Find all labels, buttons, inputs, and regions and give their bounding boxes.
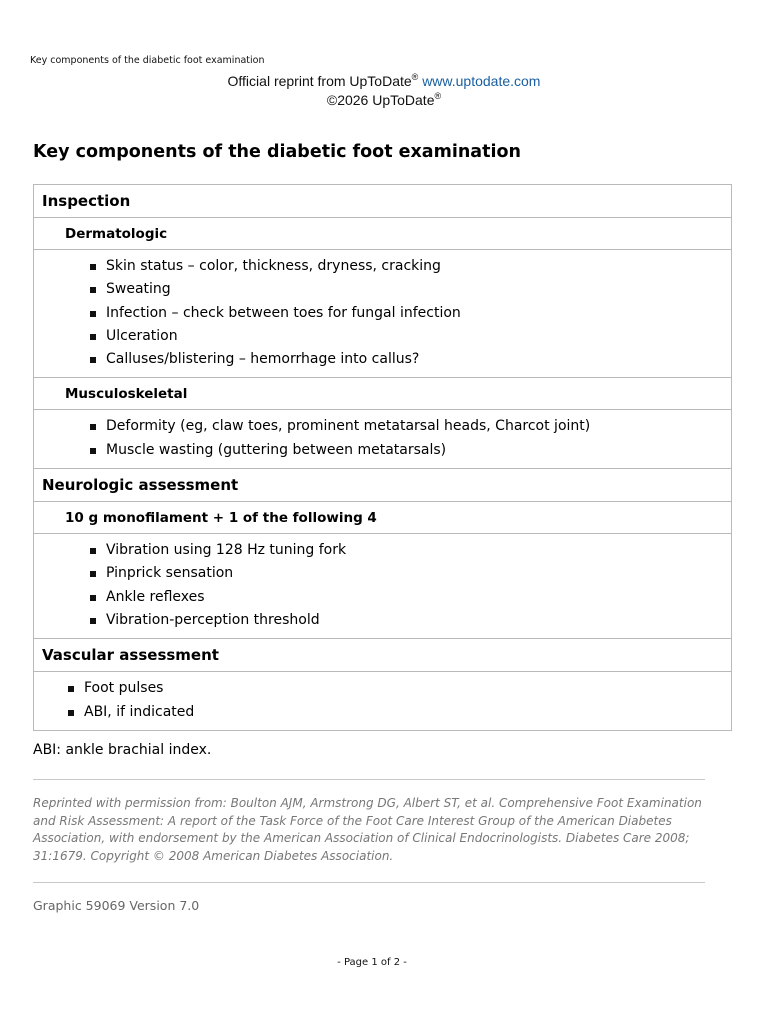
divider bbox=[33, 779, 705, 780]
list-item-text: ABI, if indicated bbox=[84, 703, 195, 720]
registered-mark: ® bbox=[434, 91, 442, 101]
bullet-icon bbox=[90, 424, 96, 430]
list-item-text: Deformity (eg, claw toes, prominent metatarsal heads, Charcot joint) bbox=[106, 418, 591, 435]
list-item bbox=[34, 255, 731, 278]
citation-text: Reprinted with permission from: Boulton AJM, Armstrong DG, Albert ST, et al. Comprehensive Foot Examination and Risk Assessment: A report of the Task Force of the Foot Care Interest Group of the American Diabetes Association, with endorsement by the American Association of Clinical Endocrinologists. Diabetes Care 2008; 31:1679. Copyright © 2008 American Diabetes Association. bbox=[33, 796, 702, 863]
list-item-text: Calluses/blistering – hemorrhage into callus? bbox=[106, 351, 420, 368]
page-title: Key components of the diabetic foot examination bbox=[33, 142, 521, 162]
list-item-text: Skin status – color, thickness, dryness, cracking bbox=[106, 258, 441, 274]
list-item bbox=[34, 539, 731, 562]
list-item bbox=[34, 302, 731, 325]
divider bbox=[33, 882, 705, 883]
bullet-icon bbox=[68, 686, 74, 692]
list-item bbox=[34, 609, 731, 632]
page-number: - Page 1 of 2 - bbox=[337, 957, 407, 968]
copyright-text: ©2026 UpToDate bbox=[326, 92, 435, 108]
list-item bbox=[34, 325, 731, 348]
list-item-text: Ankle reflexes bbox=[106, 588, 205, 605]
exam-table bbox=[33, 184, 732, 731]
list-item-text: Vibration-perception threshold bbox=[106, 611, 320, 628]
copyright-line bbox=[0, 91, 768, 110]
bullet-icon bbox=[90, 571, 96, 577]
uptodate-link[interactable]: www.uptodate.com bbox=[422, 73, 541, 89]
reprint-notice bbox=[0, 72, 768, 110]
list-item-text: Sweating bbox=[106, 281, 171, 298]
section-heading-vascular: Vascular assessment bbox=[34, 639, 731, 672]
list-item-text: Ulceration bbox=[106, 327, 178, 344]
document-caption: Key components of the diabetic foot examination bbox=[30, 55, 265, 66]
list-item bbox=[34, 586, 731, 609]
section-heading-inspection: Inspection bbox=[34, 185, 731, 218]
list-item-text: Muscle wasting (guttering between metatarsals) bbox=[106, 441, 447, 458]
abbreviation-footnote: ABI: ankle brachial index. bbox=[33, 742, 212, 758]
bullet-icon bbox=[90, 334, 96, 340]
registered-mark: ® bbox=[411, 72, 419, 82]
list-item bbox=[34, 439, 731, 462]
list-item bbox=[34, 348, 731, 371]
list-item bbox=[34, 278, 731, 301]
bullet-icon bbox=[90, 595, 96, 601]
graphic-version: Graphic 59069 Version 7.0 bbox=[33, 898, 200, 913]
reprint-text: Official reprint from UpToDate bbox=[227, 73, 412, 89]
bullet-icon bbox=[90, 264, 96, 270]
list-item bbox=[34, 677, 731, 700]
bullet-icon bbox=[90, 287, 96, 293]
bullet-icon bbox=[68, 710, 74, 716]
bullet-icon bbox=[90, 618, 96, 624]
subsection-heading-monofilament: 10 g monofilament + 1 of the following 4 bbox=[34, 502, 731, 534]
list-item bbox=[34, 562, 731, 585]
subsection-heading-musculoskeletal: Musculoskeletal bbox=[34, 378, 731, 410]
list-item-text: Infection – check between toes for fungal infection bbox=[106, 304, 461, 321]
list-item-text: Foot pulses bbox=[84, 680, 164, 697]
bullet-icon bbox=[90, 357, 96, 363]
subsection-heading-dermatologic: Dermatologic bbox=[34, 218, 731, 250]
list-item-text: Vibration using 128 Hz tuning fork bbox=[106, 542, 347, 559]
vascular-list bbox=[34, 672, 731, 730]
bullet-icon bbox=[90, 448, 96, 454]
bullet-icon bbox=[90, 548, 96, 554]
list-item-text: Pinprick sensation bbox=[106, 565, 234, 582]
musculoskeletal-list bbox=[34, 410, 731, 469]
reprint-line bbox=[0, 72, 768, 91]
bullet-icon bbox=[90, 311, 96, 317]
list-item bbox=[34, 701, 731, 724]
dermatologic-list bbox=[34, 250, 731, 378]
list-item bbox=[34, 415, 731, 438]
section-heading-neurologic: Neurologic assessment bbox=[34, 469, 731, 502]
neurologic-list bbox=[34, 534, 731, 639]
